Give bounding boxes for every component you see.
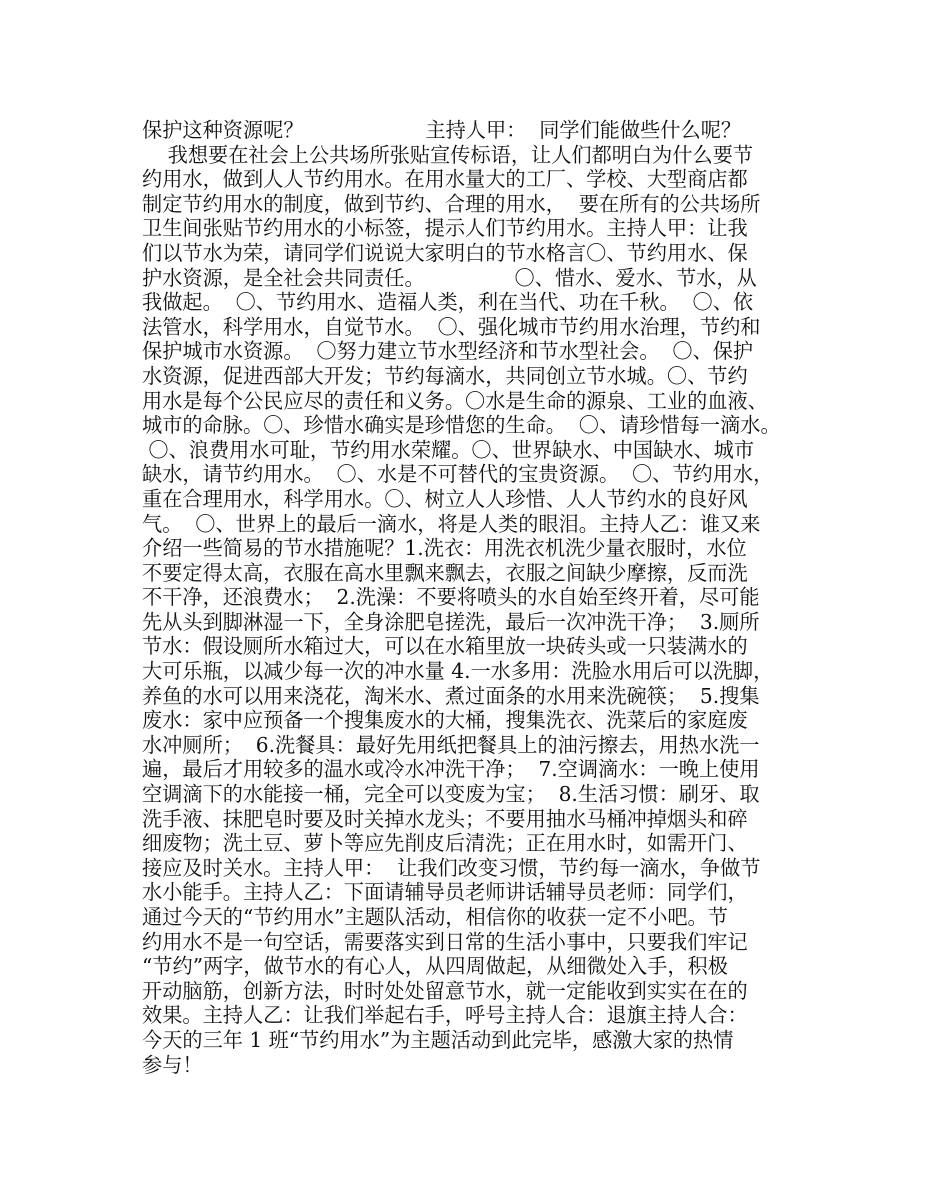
text-line: 开动脑筋，创新方法，时时处处留意节水，就一定能收到实实在在的 [142,978,748,1003]
text-line: 水小能手。主持人乙：下面请辅导员老师讲话辅导员老师：同学们， [142,880,748,905]
text-line: 水冲厕所； 6.洗餐具：最好先用纸把餐具上的油污擦去，用热水洗一 [142,732,760,757]
text-line: 们以节水为荣，请同学们说说大家明白的节水格言〇、节约用水、保 [142,240,748,265]
text-line: 制定节约用水的制度，做到节约、合理的用水， 要在所有的公共场所 [142,191,761,216]
text-line: “节约”两字，做节水的有心人，从四周做起，从细微处入手，积极 [142,954,728,979]
text-line: 大可乐瓶，以减少每一次的冲水量 4.一水多用：洗脸水用后可以洗脚， [142,659,774,684]
text-line: 重在合理用水，科学用水。〇、树立人人珍惜、人人节约水的良好风 [142,486,748,511]
text-line: 洗手液、抹肥皂时要及时关掉水龙头；不要用抽水马桶冲掉烟头和碎 [142,806,748,831]
text-line: 我想要在社会上公共场所张贴宣传标语，让人们都明白为什么要节 [142,142,754,167]
text-line: 气。 〇、世界上的最后一滴水，将是人类的眼泪。主持人乙：谁又来 [142,511,761,536]
text-line: 城市的命脉。〇、珍惜水确实是珍惜您的生命。 〇、请珍惜每一滴水。 [142,413,781,438]
text-line: 今天的三年 1 班“节约用水”为主题活动到此完毕，感激大家的热情 [142,1027,734,1052]
document-body [142,118,828,1077]
text-line: 遍，最后才用较多的温水或冷水冲洗干净； 7.空调滴水：一晚上使用 [142,757,760,782]
text-line: 细废物；洗土豆、萝卜等应先削皮后清洗；正在用水时，如需开门、 [142,831,748,856]
text-line: 约用水不是一句空话，需要落实到日常的生活小事中，只要我们牢记 [142,929,748,954]
text-line: 护水资源，是全社会共同责任。 〇、惜水、爱水、节水，从 [142,265,757,290]
text-line: 法管水，科学用水，自觉节水。 〇、强化城市节约用水治理，节约和 [142,314,761,339]
text-line: 卫生间张贴节约用水的小标签，提示人们节约用水。主持人甲：让我 [142,216,748,241]
text-line: 节水：假设厕所水箱过大，可以在水箱里放一块砖头或一只装满水的 [142,634,748,659]
text-line: 用水是每个公民应尽的责任和义务。〇水是生命的源泉、工业的血液、 [142,388,768,413]
text-line: 约用水，做到人人节约用水。在用水量大的工厂、学校、大型商店都 [142,167,748,192]
text-line: 我做起。 〇、节约用水、造福人类，利在当代、功在千秋。 〇、依 [142,290,754,315]
text-line: 效果。主持人乙：让我们举起右手，呼号主持人合：退旗主持人合： [142,1003,748,1028]
text-line: 接应及时关水。主持人甲： 让我们改变习惯，节约每一滴水，争做节 [142,855,761,880]
text-line: 养鱼的水可以用来浇花，淘米水、煮过面条的水用来洗碗筷； 5.搜集 [142,683,760,708]
text-line: 不要定得太高，衣服在高水里飘来飘去，衣服之间缺少摩擦，反而洗 [142,560,748,585]
text-line: 不干净，还浪费水； 2.洗澡：不要将喷头的水自始至终开着，尽可能 [142,585,760,610]
text-line: 〇、浪费用水可耻，节约用水荣耀。〇、世界缺水、中国缺水、城市 [142,437,755,462]
text-line: 介绍一些简易的节水措施呢？1.洗衣：用洗衣机洗少量衣服时，水位 [142,536,747,561]
text-line: 通过今天的“节约用水”主题队活动，相信你的收获一定不小吧。节 [142,905,728,929]
text-line: 先从头到脚淋湿一下，全身涂肥皂搓洗，最后一次冲洗干净； 3.厕所 [142,609,760,634]
text-line: 缺水，请节约用水。 〇、水是不可替代的宝贵资源。 〇、节约用水， [142,462,774,487]
text-line: 水资源，促进西部大开发；节约每滴水，共同创立节水城。〇、节约 [142,363,748,388]
text-line: 废水：家中应预备一个搜集废水的大桶，搜集洗衣、洗菜后的家庭废 [142,708,748,733]
text-line: 参与！ [142,1052,203,1077]
text-line: 保护这种资源呢？ 主持人甲： 同学们能做些什么呢？ [142,118,742,142]
text-line: 保护城市水资源。 〇努力建立节水型经济和节水型社会。 〇、保护 [142,339,754,364]
text-line: 空调滴下的水能接一桶，完全可以变废为宝； 8.生活习惯：刷牙、取 [142,782,760,807]
